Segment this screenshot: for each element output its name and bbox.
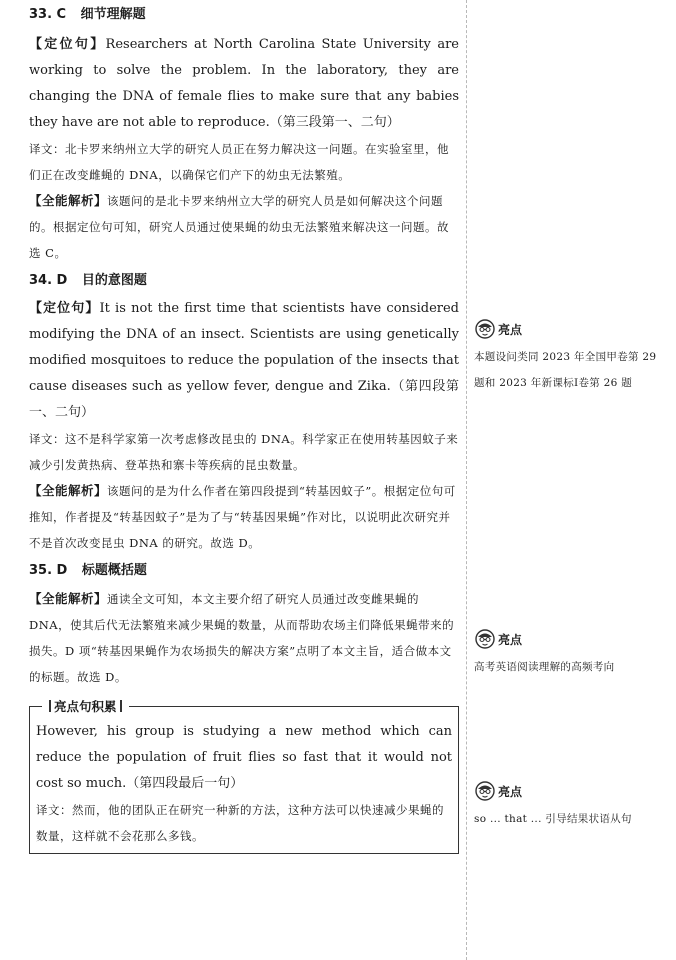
paragraph-text: It is not the first time that scientists have considered modifying the DNA of an insect. Scientists are using genetically modified mosquitoes to reduce the population of the insects that cause diseases such as yellow fever, dengue and Zika.（第四段第一、二句） [29,301,459,420]
question-number: 33. C [29,7,67,22]
note-label: 亮点 [498,784,523,799]
question-type: 细节理解题 [80,7,146,22]
note-text: 本题设问类同 2023 年全国甲卷第 29 题和 2023 年新课标Ⅰ卷第 26 题 [474,351,657,389]
analysis [29,188,459,266]
paragraph-text: 通读全文可知，本文主要介绍了研究人员通过改变雌果蝇的 DNA，使其后代无法繁殖来减少果蝇的数量，从而帮助农场主们降低果蝇带来的损失。D 项“转基因果蝇作为农场损失的解决方案”点明了本文主旨，适合做本文的标题。故选 D。 [29,592,455,684]
question-type: 目的意图题 [81,273,147,288]
locating-sentence [29,296,459,426]
highlight-translation: 译文：然而，他的团队正在研究一种新的方法，这种方法可以快速减少果蝇的数量，这样就不会花那么多钱。 [36,803,444,843]
answer-column [29,0,459,854]
note-text: 高考英语阅读理解的高频考向 [474,661,615,673]
analysis [29,478,459,556]
tag-label: 【定位句】 [29,301,100,316]
reader-icon [474,628,496,650]
box-title [42,697,129,715]
tag-label: 【全能解析】 [29,483,108,498]
paragraph-text: 该题问的是北卡罗来纳州立大学的研究人员是如何解决这个问题的。根据定位句可知，研究人员通过使果蝇的幼虫无法繁殖来解决这一问题。故选 C。 [29,194,449,260]
translation: 译文：这不是科学家第一次考虑修改昆虫的 DNA。科学家正在使用转基因蚊子来减少引发黄热病、登革热和寨卡等疾病的昆虫数量。 [29,432,459,472]
tag-label: 【全能解析】 [29,193,108,208]
question-number: 35. D [29,563,68,578]
note-header [474,316,670,342]
highlight-sentence: However, his group is studying a new method which can reduce the population of fruit flies so fast that it would not cost so much.（第四段最后一句） [36,724,452,791]
sidebar-note [474,778,670,832]
paragraph-text: 该题问的是为什么作者在第四段提到“转基因蚊子”。根据定位句可推知，作者提及“转基因蚊子”是为了与“转基因果蝇”作对比，以说明此次研究并不是首次改变昆虫 DNA 的研究。故选 D。 [29,484,456,550]
question-33 [29,4,459,266]
question-header [29,560,459,582]
reader-icon [474,318,496,340]
locating-sentence [29,32,459,136]
sidebar-note [474,316,670,396]
sidebar-note [474,626,670,680]
tag-label: 【全能解析】 [29,591,108,606]
question-number: 34. D [29,273,68,288]
question-header [29,270,459,292]
paragraph-text: Researchers at North Carolina State University are working to solve the problem. In the laboratory, they are changing the DNA of female flies to make sure that any babies they have are not able to reproduce.（第三段第一、二句） [29,37,459,130]
translation: 译文：北卡罗来纳州立大学的研究人员正在努力解决这一问题。在实验室里，他们正在改变雌蝇的 DNA，以确保它们产下的幼虫无法繁殖。 [29,142,449,182]
note-label: 亮点 [498,632,523,647]
reader-icon [474,780,496,802]
note-text: so ... that ... 引导结果状语从句 [474,813,632,825]
box-title-text: 亮点句积累 [54,699,117,714]
question-35 [29,560,459,690]
question-34 [29,270,459,556]
note-label: 亮点 [498,322,523,337]
highlight-sentence-box [29,699,459,854]
question-header [29,4,459,26]
note-header [474,626,670,652]
note-header [474,778,670,804]
question-type: 标题概括题 [81,563,147,578]
analysis [29,586,459,690]
column-divider [466,0,467,960]
tag-label: 【定位句】 [29,37,106,52]
